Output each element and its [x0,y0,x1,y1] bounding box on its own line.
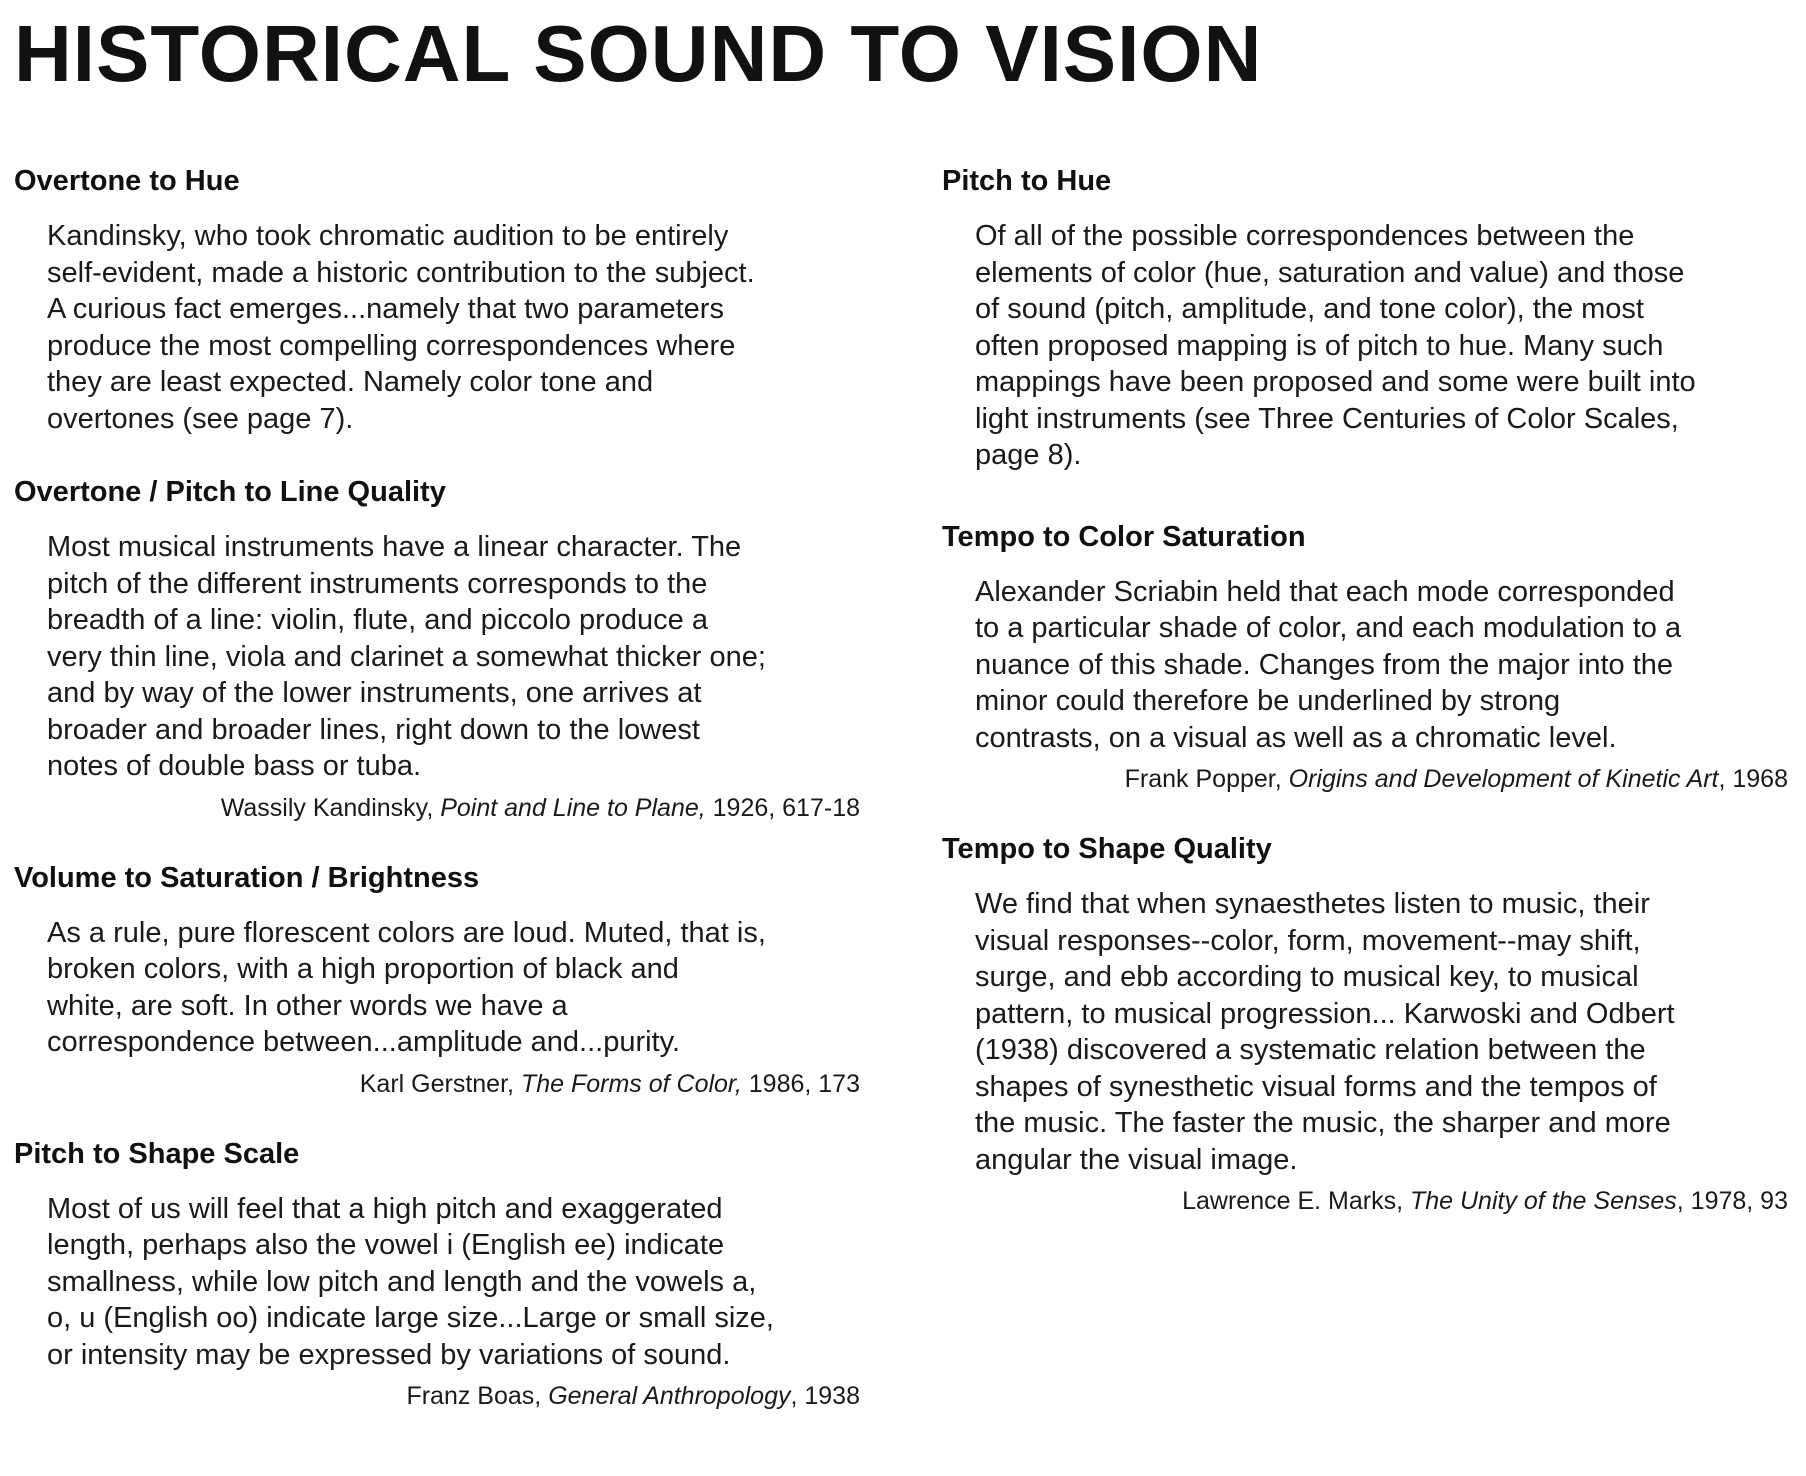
attribution-work: The Forms of Color, [520,1069,742,1098]
body-line: broader and broader lines, right down to the lowest [47,713,700,746]
body-line: often proposed mapping is of pitch to hue. Many such [975,329,1664,362]
body-line: length, perhaps also the vowel i (English ee) indicate [47,1229,725,1261]
section-heading: Pitch to Hue [942,165,1112,197]
body-line: pitch of the different instruments corresponds to the [47,567,708,600]
body-line: Most musical instruments have a linear character. The [47,531,742,563]
attribution-details: 1926, 617-18 [705,793,860,822]
attribution-author: Wassily Kandinsky, [220,793,441,822]
attribution-work: The Unity of the Senses [1409,1187,1677,1215]
section-body [47,218,860,437]
section-body [975,574,1788,757]
body-line: very thin line, viola and clarinet a somewhat thicker one; [47,640,766,673]
body-line: Of all of the possible correspondences between the [975,220,1635,252]
body-line: surge, and ebb according to musical key, to musical [975,961,1639,993]
attribution-work: Origins and Development of Kinetic Art [1288,765,1719,793]
body-line: angular the visual image. [975,1143,1298,1176]
section-heading: Tempo to Color Saturation [942,520,1306,553]
attribution [942,762,1788,796]
body-line: visual responses--color, form, movement--may shift, [975,924,1641,957]
body-line: broken colors, with a high proportion of black and [47,953,679,985]
body-line: or intensity may be expressed by variations of sound. [47,1338,731,1371]
body-line: notes of double bass or tuba. [47,750,422,782]
attribution-details: , 1938 [790,1382,860,1410]
body-line: mappings have been proposed and some were built into [975,366,1696,398]
section-body [47,915,860,1061]
attribution [14,1067,860,1101]
section-volume-to-saturation-brightness [14,859,860,1101]
attribution-details: 1986, 173 [741,1069,860,1098]
section-tempo-to-color-saturation [942,518,1788,797]
body-line: nuance of this shade. Changes from the major into the [975,648,1674,681]
section-pitch-to-hue [942,162,1788,474]
attribution-author: Lawrence E. Marks, [1182,1187,1410,1215]
body-line: self-evident, made a historic contribution to the subject. [47,256,755,289]
body-line: o, u (English oo) indicate large size...Large or small size, [47,1302,774,1334]
attribution [14,791,860,825]
section-heading: Tempo to Shape Quality [942,833,1272,865]
body-line: pattern, to musical progression... Karwoski and Odbert [975,997,1675,1030]
right-column [942,162,1788,1218]
section-body [975,886,1788,1178]
section-heading: Overtone to Hue [14,165,240,197]
body-line: Most of us will feel that a high pitch and exaggerated [47,1192,723,1225]
body-line: the music. The faster the music, the sharper and more [975,1107,1671,1139]
body-line: contrasts, on a visual as well as a chromatic level. [975,721,1617,754]
body-line: light instruments (see Three Centuries of Color Scales, [975,402,1679,435]
body-line: As a rule, pure florescent colors are loud. Muted, that is, [47,916,766,949]
section-heading: Pitch to Shape Scale [14,1137,300,1170]
attribution [14,1379,860,1413]
attribution-author: Frank Popper, [1124,765,1289,793]
section-overtone-to-hue [14,162,860,437]
section-heading: Overtone / Pitch to Line Quality [14,476,446,508]
section-overtone-pitch-to-line-quality [14,473,860,825]
section-pitch-to-shape-scale [14,1135,860,1414]
body-line: to a particular shade of color, and each modulation to a [975,612,1682,644]
body-line: A curious fact emerges...namely that two parameters [47,293,724,325]
attribution-work: General Anthropology [548,1382,791,1410]
attribution [942,1184,1788,1218]
section-tempo-to-shape-quality [942,830,1788,1218]
body-line: minor could therefore be underlined by strong [975,685,1561,717]
section-body [47,529,860,785]
body-line: correspondence between...amplitude and...purity. [47,1026,681,1058]
body-line: they are least expected. Namely color tone and [47,366,654,398]
attribution-details: , 1968 [1718,765,1788,793]
section-heading: Volume to Saturation / Brightness [14,861,480,894]
attribution-details: , 1978, 93 [1676,1187,1788,1215]
body-line: smallness, while low pitch and length and the vowels a, [47,1265,757,1298]
body-line: and by way of the lower instruments, one arrives at [47,677,702,709]
body-line: page 8). [975,439,1082,471]
body-line: We find that when synaesthetes listen to music, their [975,888,1650,920]
body-line: Alexander Scriabin held that each mode corresponded [975,575,1675,608]
left-column [14,162,860,1413]
section-body [975,218,1788,474]
attribution-author: Franz Boas, [406,1382,549,1410]
body-line: (1938) discovered a systematic relation between the [975,1034,1646,1066]
page-title: HISTORICAL SOUND TO VISION [14,9,1263,98]
body-line: of sound (pitch, amplitude, and tone color), the most [975,293,1644,325]
body-line: white, are soft. In other words we have a [47,989,568,1022]
body-line: Kandinsky, who took chromatic audition to be entirely [47,220,729,252]
attribution-author: Karl Gerstner, [359,1069,521,1098]
body-line: produce the most compelling correspondences where [47,329,736,362]
section-body [47,1191,860,1374]
body-line: elements of color (hue, saturation and value) and those [975,256,1685,289]
body-line: breadth of a line: violin, flute, and piccolo produce a [47,604,708,636]
body-line: shapes of synesthetic visual forms and the tempos of [975,1070,1657,1103]
body-line: overtones (see page 7). [47,402,354,435]
attribution-work: Point and Line to Plane, [440,793,706,822]
